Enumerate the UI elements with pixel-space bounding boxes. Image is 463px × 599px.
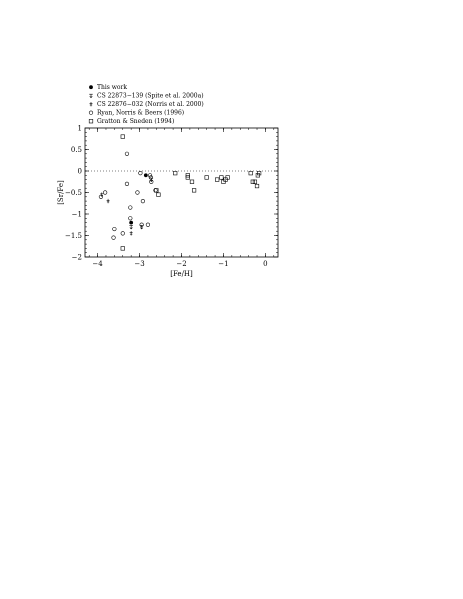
legend-entry: This work (97, 84, 128, 91)
y-tick-label: −0.5 (65, 189, 82, 197)
data-point-open-circle (112, 236, 116, 240)
x-tick-label: −2 (176, 260, 187, 268)
legend-marker-open-square (89, 119, 93, 123)
y-tick-label: −1.5 (65, 232, 82, 240)
data-points (99, 135, 261, 250)
legend-entry: Gratton & Sneden (1994) (97, 118, 175, 125)
y-tick-label: 1 (77, 124, 82, 133)
y-tick-labels (65, 125, 82, 262)
x-axis-label: [Fe/H] (170, 270, 193, 278)
y-axis-label: [Sr/Fe] (57, 180, 65, 205)
data-point-dagger (107, 199, 110, 203)
data-point-open-square (157, 193, 161, 197)
x-tick-label: −3 (134, 260, 145, 268)
data-point-open-square (121, 247, 125, 251)
data-point-open-circle (125, 152, 129, 156)
legend-marker-dagger (90, 102, 93, 106)
data-point-open-square (192, 189, 196, 193)
y-tick-label: −1 (71, 210, 82, 219)
data-point-dagger (130, 231, 133, 235)
data-point-open-square (249, 171, 253, 175)
data-point-open-circle (129, 206, 133, 210)
legend-entry: CS 22873−139 (Spite et al. 2000a) (97, 92, 204, 100)
data-point-open-circle (129, 217, 133, 221)
x-tick-label: −1 (218, 260, 229, 268)
y-tick-label: 0 (77, 167, 82, 176)
plot-frame (85, 128, 278, 257)
data-point-open-square (215, 178, 219, 182)
x-tick-label: 0 (263, 260, 268, 268)
legend-entry: Ryan, Norris & Beers (1996) (97, 109, 185, 117)
axis-ticks (85, 128, 278, 257)
legend-marker-lower-limit (89, 94, 93, 98)
y-tick-label: −2 (71, 253, 82, 262)
data-point-open-square (257, 171, 261, 175)
data-point-open-square (255, 184, 259, 188)
data-point-open-circle (136, 191, 140, 195)
legend-marker-open-circle (89, 111, 93, 115)
legend-marker-filled-circle (89, 85, 93, 89)
data-point-open-square (173, 171, 177, 175)
data-point-open-square (205, 176, 209, 180)
data-point-open-square (186, 176, 190, 180)
legend (89, 84, 204, 125)
data-point-open-circle (149, 176, 153, 180)
data-point-open-circle (113, 227, 117, 231)
x-tick-labels (92, 260, 267, 268)
data-point-open-circle (148, 174, 152, 178)
x-tick-label: −4 (92, 260, 103, 268)
data-point-open-circle (125, 182, 129, 186)
data-point-open-square (121, 135, 125, 139)
data-point-open-square (190, 180, 194, 184)
data-point-open-circle (139, 171, 143, 175)
data-point-open-circle (121, 232, 125, 236)
data-point-open-square (220, 176, 224, 180)
data-point-filled-circle (144, 173, 148, 177)
data-point-open-square (256, 174, 260, 178)
y-tick-label: 0.5 (70, 146, 82, 154)
data-point-open-circle (146, 223, 150, 227)
data-point-filled-circle (129, 221, 133, 225)
data-point-open-circle (141, 199, 145, 203)
data-point-open-circle (103, 191, 107, 195)
data-point-lower-limit (129, 225, 133, 229)
data-point-open-square (186, 174, 190, 178)
legend-entry: CS 22876−032 (Norris et al. 2000) (97, 101, 204, 108)
